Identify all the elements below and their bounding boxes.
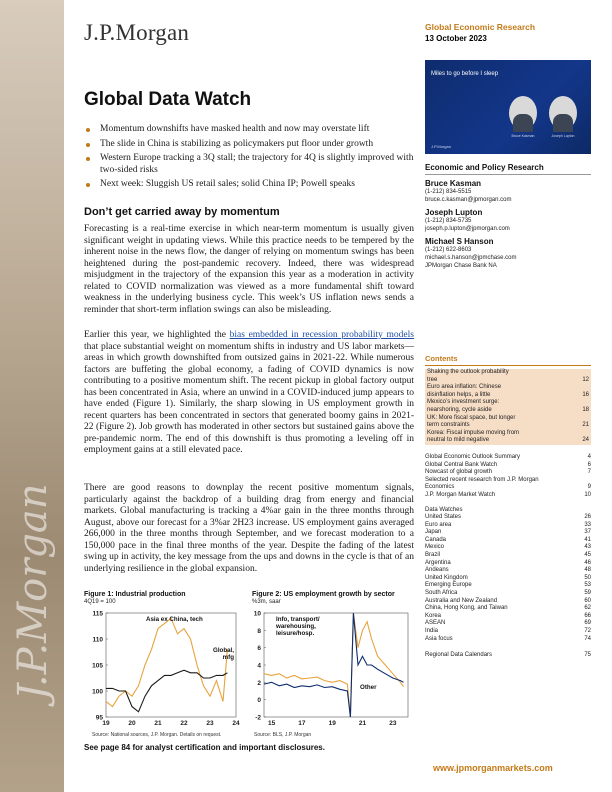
contents-header: Contents [425,354,591,366]
figure-2 [252,591,414,741]
presenter-label: Joseph Lupton [551,134,575,138]
toc-item[interactable] [427,415,589,423]
toc-page: 50 [584,574,591,581]
y-tick-label: -2 [255,714,261,722]
analyst-email[interactable]: bruce.c.kasman@jpmorgan.com [425,197,512,203]
toc-page: 18 [582,406,589,413]
y-tick-label: 2 [257,679,261,687]
toc-page: 43 [584,544,591,551]
summary-bullet [84,179,414,191]
sidebar-watermark-logo: J.P.Morgan [10,483,56,700]
toc-title: Nowcast of global growth [425,469,493,476]
toc-title: Euro area inflation: Chinese [427,384,502,391]
toc-page: 21 [582,422,589,429]
figure-title: Figure 1: Industrial production [84,591,186,598]
x-tick-label: 15 [267,720,276,727]
body-paragraph [84,330,414,457]
toc-item[interactable] [425,469,591,477]
series-label: Other [360,684,377,691]
toc-group-title: Data Watches [425,506,463,513]
toc-title: Asia focus [425,635,453,642]
x-tick-label: 17 [298,720,306,727]
toc-title: neutral to mild negative [427,437,490,444]
body-paragraph: There are good reasons to downplay the recent positive momentum signals, particularly against the backdrop of a building drag from energy and financial markets. Global manufacturing is tracking a 4%ar gain in the three months through August, above our forecast for a 3%ar 2H23 increase. US employment gains averaged 266,000 in the three months through September, and we forecast moderation to a 150,000 pace in the final three months of the year. Despite the fading of the latest swing up in activity, the key message from the ups and downs in the cycle is that of an underlying resilience in the global expansion. [84,483,414,574]
toc-title: Mexico [425,544,445,551]
toc-title: Korea: Fiscal impulse moving from [427,429,520,436]
data-watches-list [425,514,591,643]
toc-page: 60 [584,597,591,604]
analyst-phone: (1-212) 622-8603 [425,247,472,253]
toc-title: ASEAN [425,620,446,627]
toc-item[interactable] [425,544,591,552]
toc-title: India [425,628,439,634]
bullet-text: Western Europe tracking a 3Q stall; the trajectory for 4Q is slightly improved with two-sided risks [100,153,414,175]
x-tick-label: 21 [358,720,367,727]
toc-title: United Kingdom [425,574,468,581]
toc-title: South Africa [425,590,458,597]
toc-title: Shaking the outlook probability [427,369,509,375]
toc-title: J.P. Morgan Market Watch [425,491,496,498]
toc-item[interactable] [427,384,589,392]
series-label: Asia ex China, tech [146,616,203,623]
toc-title: UK: More fiscal space, but longer [427,414,516,421]
toc-item[interactable] [425,514,591,522]
bullet-dot-icon [86,183,90,187]
toc-page: 72 [584,628,591,634]
analyst-email[interactable]: joseph.p.lupton@jpmorgan.com [425,226,510,232]
toc-page: 69 [584,620,591,627]
bullet-dot-icon [86,157,90,161]
toc-item[interactable] [425,477,591,492]
toc-item[interactable] [425,605,591,613]
toc-title: Regional Data Calendars [425,652,493,659]
toc-title: Euro area [425,521,452,528]
presenter-label: Bruce Kasman [511,134,535,138]
toc-title: Brazil [425,552,441,559]
toc-item[interactable] [425,462,591,470]
toc-item[interactable] [427,369,589,377]
toc-page: 37 [584,529,591,536]
analyst-phone: (1-212) 834-5735 [425,218,472,224]
figure-units: 4Q19 = 100 [84,599,116,605]
toc-item[interactable] [425,552,591,560]
toc-item[interactable] [425,575,591,583]
bullet-text: Next week: Sluggish US retail sales; solid China IP; Powell speaks [100,179,355,189]
toc-title: Andeans [425,567,449,574]
website-link[interactable]: www.jpmorganmarkets.com [433,763,553,773]
toc-item[interactable] [427,407,589,415]
toc-title: Global Central Bank Watch [425,461,498,468]
toc-item[interactable] [427,377,589,385]
y-tick-label: 6 [257,645,261,653]
toc-page: 7 [587,469,591,476]
toc-page: 59 [584,590,591,597]
toc-item[interactable] [425,620,591,628]
y-tick-label: 8 [257,627,261,635]
toc-page: 62 [584,605,591,612]
toc-title: Canada [425,536,447,543]
series-label: warehousing, [276,623,316,630]
analyst-org: JPMorgan Chase Bank NA [425,263,497,269]
paragraph-text: that place substantial weight on momentum shifts in industry and US labor markets—areas in which growth downshifted from outsized gains in 2021-22. While numerous factors are buffeting the global economy, a fading of COVID dynamics is now contributing to a positive momentum shift. The recent pickup in global factory output has been concentrated in Asia, where an unwind in a COVID-induced jump appears to have ended (Figure 1). Similarly, the sharp slowing in US employment growth in recent quarters has been concentrated in sectors that generated boomy gains in 2021-22 (Figure 2). Job growth has moderated in other sectors but sustained gains above the pre-pandemic norm. The end of this downshift is thus promoting a leveling off in employment gains at a still elevated pace. [84,341,414,455]
presenter-photo [549,96,577,130]
spacer [425,643,591,652]
video-thumbnail[interactable] [425,60,591,154]
figure-1 [84,591,244,741]
x-tick-label: 24 [232,720,240,727]
section-heading: Don’t get carried away by momentum [84,206,280,218]
toc-item[interactable] [425,522,591,530]
figure-units: %3m, saar [252,599,281,605]
publication-name: Global Economic Research [425,22,536,32]
analyst-name: Bruce Kasman [425,179,482,188]
toc-item[interactable] [425,598,591,606]
series-label: Global, [213,647,234,654]
analyst-card [425,237,591,270]
x-tick-label: 23 [389,720,397,727]
toc-item[interactable] [425,652,591,660]
bullet-dot-icon [86,128,90,132]
figure-source: Source: BLS, J.P. Morgan [254,732,312,738]
x-tick-label: 22 [180,720,188,727]
toc-item[interactable] [425,529,591,537]
x-tick-label: 20 [128,720,136,727]
toc-title: China, Hong Kong, and Taiwan [425,605,508,612]
y-tick-label: 10 [253,610,261,618]
report-header [425,22,535,43]
y-tick-label: 110 [92,636,103,644]
toc-page: 10 [584,491,591,498]
analyst-contacts [425,163,591,270]
x-tick-label: 19 [102,720,110,727]
x-tick-label: 21 [154,720,162,727]
toc-page: 6 [587,461,591,468]
figure-title: Figure 2: US employment growth by sector [252,591,395,598]
y-tick-label: 95 [95,714,103,722]
toc-item[interactable] [425,537,591,545]
jpmorgan-logo: J.P.Morgan [84,20,190,45]
toc-page: 75 [584,652,591,659]
paragraph-text: Earlier this year, we highlighted the [84,330,230,340]
toc-item[interactable] [427,437,589,445]
series-line [106,618,227,706]
toc-item[interactable] [425,567,591,575]
body-paragraph: Forecasting is a real-time exercise in which near-term momentum is usually given significant weight in updating views. While this practice needs to be tempered by the inherent noise in the news flow, the danger of relying on momentum swings has been heightened during the post-pandemic recovery. Indeed, there was widespread misjudgment in the trajectory of the expansion this year as a moderation in activity related to COVID normalization was viewed as a more fundamental shift toward weakness in the underlying business cycle. This week’s US inflation news sends a reminder that short-term inflation swings can also be misleading. [84,224,414,315]
series-label: mfg [222,654,234,661]
y-tick-label: 0 [257,697,261,705]
toc-item[interactable] [427,422,589,430]
toc-title: Argentina [425,559,451,566]
toc-item[interactable] [425,560,591,568]
research-group-header: Economic and Policy Research [425,163,591,175]
toc-page: 9 [587,484,591,491]
toc-title: Korea [425,612,442,619]
toc-page: 74 [584,635,591,642]
toc-item[interactable] [425,492,591,500]
bullet-dot-icon [86,143,90,147]
toc-title: Mexico’s investment surge: [427,399,500,406]
x-tick-label: 19 [328,720,336,727]
table-of-contents [425,354,591,660]
page-title: Global Data Watch [84,89,252,110]
toc-item[interactable] [425,582,591,590]
summary-bullets [84,124,414,194]
toc-item[interactable] [427,399,589,407]
toc-title: tree [427,376,438,383]
bullet-text: The slide in China is stabilizing as policymakers put floor under growth [100,138,374,149]
toc-page: 26 [584,514,591,521]
toc-page: 33 [584,521,591,528]
y-tick-label: 105 [92,662,103,670]
toc-page: 48 [584,567,591,574]
bullet-text: Momentum downshifts have masked health and now may overstate lift [100,124,370,134]
summary-bullet [84,124,414,136]
analyst-card [425,208,591,233]
toc-item[interactable] [425,628,591,636]
y-tick-label: 100 [92,688,103,696]
toc-item[interactable] [427,392,589,400]
toc-page: 16 [582,391,589,398]
summary-bullet [84,139,414,151]
series-line [106,670,227,712]
recession-models-link[interactable]: bias embedded in recession probability models [229,330,414,340]
toc-title: Australia and New Zealand [425,597,498,604]
spacer [425,445,591,454]
analyst-phone: (1-212) 834-5515 [425,189,472,195]
toc-title: Selected recent research from J.P. Morgan Economics [425,476,539,491]
highlight-articles [425,369,591,445]
toc-page: 41 [584,536,591,543]
toc-title: Emerging Europe [425,582,472,589]
toc-group-label [425,507,591,515]
analyst-card [425,179,591,204]
analyst-email[interactable]: michael.s.hanson@jpmchase.com [425,255,517,261]
toc-title: United States [425,514,462,521]
toc-item[interactable] [427,430,589,438]
plot-frame [106,613,236,717]
x-tick-label: 23 [206,720,214,727]
industrial-production-chart [84,607,244,731]
toc-page: 12 [582,376,589,383]
analyst-name: Michael S Hanson [425,237,494,246]
toc-item[interactable] [425,613,591,621]
figure-source: Source: National sources, J.P. Morgan. Details on request. [92,732,222,738]
series-label: Info, transport/ [276,616,320,623]
video-title: Miles to go before I sleep [431,71,499,77]
video-footer-logo: J.P.Morgan [431,144,451,149]
toc-title: nearshoring, cycle aside [427,406,492,413]
y-tick-label: 4 [257,662,261,670]
toc-item[interactable] [425,590,591,598]
toc-page: 4 [587,453,591,460]
toc-item[interactable] [425,636,591,644]
presenter-photo [509,96,537,130]
series-label: leisure/hosp. [276,630,315,637]
toc-page: 66 [584,612,591,619]
analyst-name: Joseph Lupton [425,208,483,217]
toc-page: 45 [584,552,591,559]
employment-growth-chart [252,607,414,731]
toc-page: 53 [584,582,591,589]
toc-item[interactable] [425,454,591,462]
y-tick-label: 115 [92,610,103,618]
toc-title: Japan [425,529,442,536]
decorative-sidebar [0,0,64,792]
toc-page: 24 [582,437,589,444]
toc-title: disinflation helps, a little [427,391,491,398]
toc-page: 46 [584,559,591,566]
spacer [425,500,591,507]
toc-title: term constraints [427,422,470,429]
summary-bullet [84,153,414,176]
toc-title: Global Economic Outlook Summary [425,453,521,460]
disclosure-note: See page 84 for analyst certification and important disclosures. [84,743,325,752]
publication-date: 13 October 2023 [425,34,487,43]
